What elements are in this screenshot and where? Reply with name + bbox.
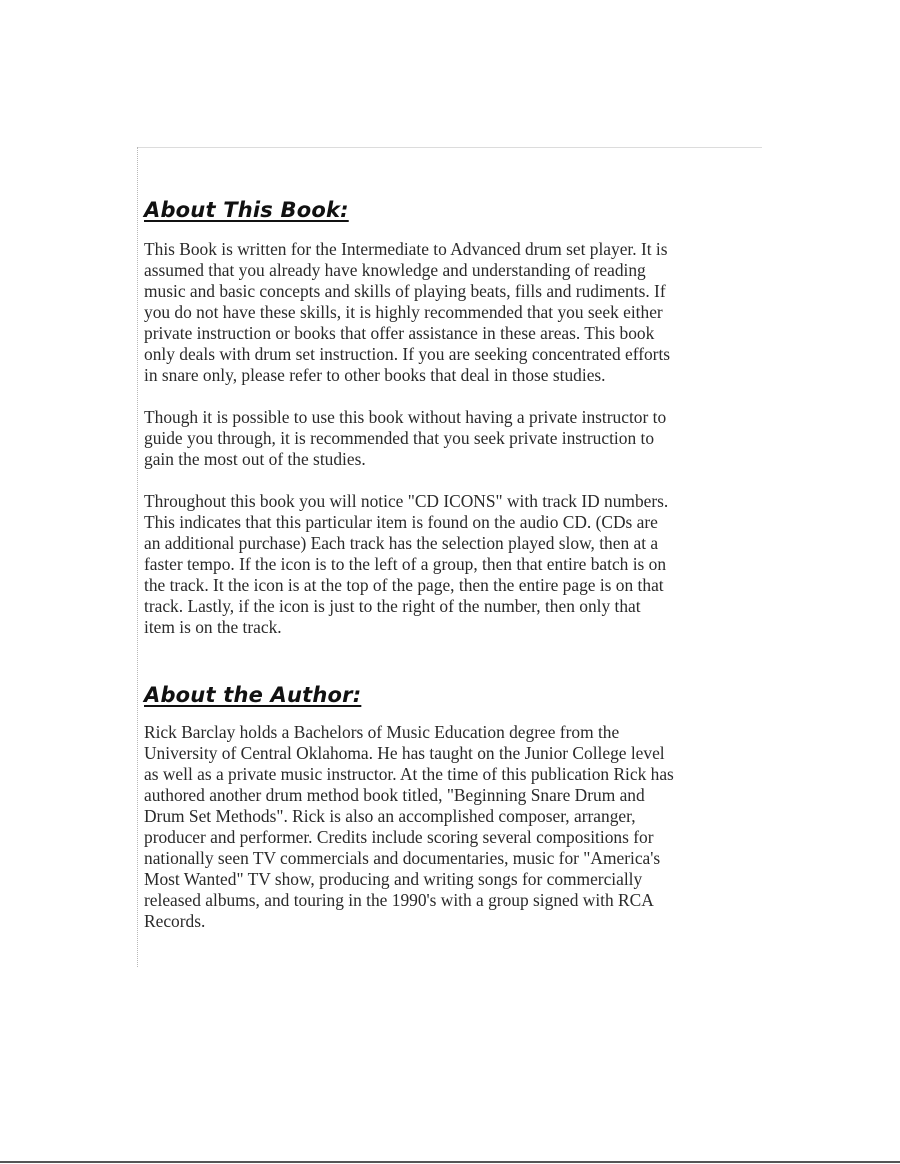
about-author-paragraph: Rick Barclay holds a Bachelors of Music Education degree from the University of Central Oklahoma. He has taught on the Junior College level as well as a private music instructor. At the time of this publication Rick has authored another drum method book titled, "Beginning Snare Drum and Drum Set Methods". Rick is also an accomplished composer, arranger, producer and performer. Credits include scoring several compositions for nationally seen TV commercials and documentaries, music for "America's Most Wanted" TV show, producing and writing songs for commercially released albums, and touring in the 1990's with a group signed with RCA Records. xyxy=(144,722,674,931)
about-book-heading: About This Book: xyxy=(144,198,349,222)
page-left-border xyxy=(137,147,138,967)
about-book-paragraph-cd-icons: Throughout this book you will notice "CD ICONS" with track ID numbers. This indicates that this particular item is found on the audio CD. (CDs are an additional purchase) Each track has the selection played slow, then at a faster tempo. If the icon is to the left of a group, then that entire batch is on the track. It the icon is at the top of the page, then the entire page is on that track. Lastly, if the icon is just to the right of the number, then only that item is on the track. xyxy=(144,491,669,637)
about-book-paragraph-instructor: Though it is possible to use this book without having a private instructor to guide you through, it is recommended that you seek private instruction to gain the most out of the studies. xyxy=(144,407,667,469)
page-bottom-edge xyxy=(0,1161,900,1163)
about-book-paragraph-intro: This Book is written for the Intermediate to Advanced drum set player. It is assumed that you already have knowledge and understanding of reading music and basic concepts and skills of playing beats, fills and rudiments. If you do not have these skills, it is highly recommended that you seek either private instruction or books that offer assistance in these areas. This book only deals with drum set instruction. If you are seeking concentrated efforts in snare only, please refer to other books that deal in those studies. xyxy=(144,239,671,385)
page-top-border xyxy=(137,147,762,148)
about-author-heading: About the Author: xyxy=(144,683,362,707)
document-content xyxy=(144,192,769,932)
